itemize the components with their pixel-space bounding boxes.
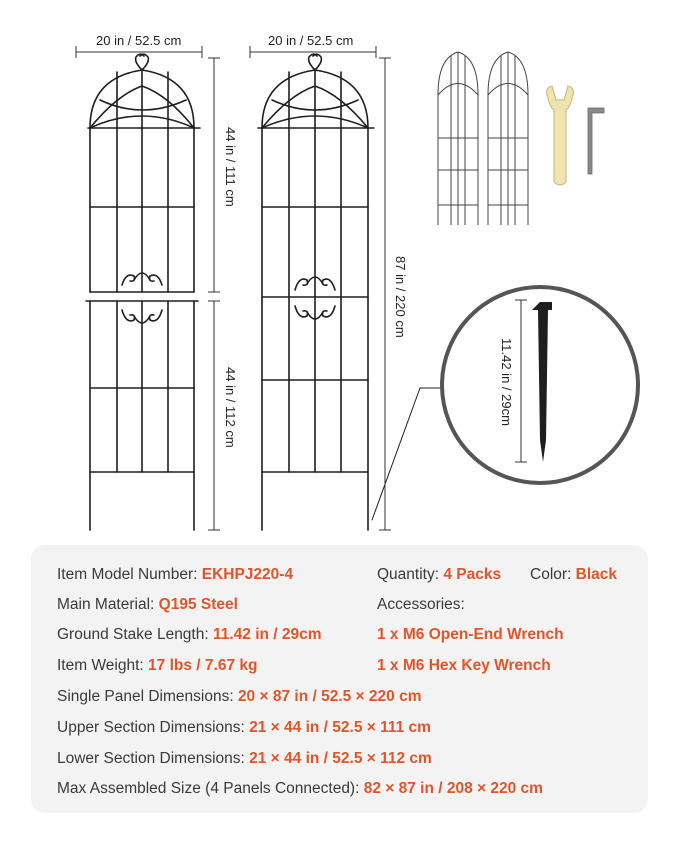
lower-section-row bbox=[57, 750, 432, 768]
max-size-value: 82 × 87 in / 208 × 220 cm bbox=[363, 780, 543, 797]
quantity-label: Quantity: bbox=[377, 566, 440, 583]
model-row bbox=[57, 566, 293, 584]
open-end-wrench-drawing bbox=[547, 86, 574, 185]
weight-row bbox=[57, 657, 257, 675]
lower-section-label: Lower Section Dimensions: bbox=[57, 750, 245, 767]
upper-section-drawing bbox=[88, 54, 200, 292]
stake-length-label: 11.42 in / 29cm bbox=[499, 338, 514, 426]
quantity-value: 4 Packs bbox=[443, 566, 502, 583]
model-label: Item Model Number: bbox=[57, 566, 198, 583]
upper-section-label: Upper Section Dimensions: bbox=[57, 719, 245, 736]
model-value: EKHPJ220-4 bbox=[201, 566, 294, 583]
accessory-wrench: 1 x M6 Open-End Wrench bbox=[377, 626, 564, 643]
stake-value: 11.42 in / 29cm bbox=[212, 626, 322, 643]
spec-panel bbox=[31, 545, 648, 813]
material-value: Q195 Steel bbox=[158, 596, 238, 613]
lower-section-drawing bbox=[86, 301, 198, 530]
weight-label: Item Weight: bbox=[57, 657, 144, 674]
quantity-row bbox=[377, 566, 501, 584]
color-row bbox=[530, 566, 617, 584]
stake-zoom-circle bbox=[442, 287, 638, 483]
lower-section-value: 21 × 44 in / 52.5 × 112 cm bbox=[249, 750, 432, 767]
right-width-label: 20 in / 52.5 cm bbox=[268, 33, 354, 48]
package-panels-drawing bbox=[438, 52, 528, 225]
left-width-label: 20 in / 52.5 cm bbox=[96, 33, 182, 48]
max-size-row bbox=[57, 780, 543, 798]
single-panel-value: 20 × 87 in / 52.5 × 220 cm bbox=[237, 688, 422, 705]
stake-row bbox=[57, 626, 322, 644]
max-size-label: Max Assembled Size (4 Panels Connected): bbox=[57, 780, 360, 797]
assembled-panel-drawing bbox=[258, 54, 374, 530]
total-height-label: 87 in / 220 cm bbox=[393, 256, 408, 338]
color-value: Black bbox=[575, 566, 618, 583]
weight-value: 17 lbs / 7.67 kg bbox=[148, 657, 258, 674]
upper-section-value: 21 × 44 in / 52.5 × 111 cm bbox=[249, 719, 431, 736]
color-label: Color: bbox=[530, 566, 572, 583]
hex-key-drawing bbox=[588, 108, 604, 174]
single-panel-row bbox=[57, 688, 422, 706]
accessories-label: Accessories: bbox=[377, 596, 465, 613]
stake-label: Ground Stake Length: bbox=[57, 626, 209, 643]
accessory-hex-key: 1 x M6 Hex Key Wrench bbox=[377, 657, 551, 674]
upper-height-label: 44 in / 111 cm bbox=[223, 127, 238, 207]
dimension-lines bbox=[76, 46, 391, 530]
single-panel-label: Single Panel Dimensions: bbox=[57, 688, 234, 705]
lower-height-label: 44 in / 112 cm bbox=[223, 367, 238, 448]
material-row bbox=[57, 596, 238, 614]
upper-section-row bbox=[57, 719, 431, 737]
material-label: Main Material: bbox=[57, 596, 155, 613]
